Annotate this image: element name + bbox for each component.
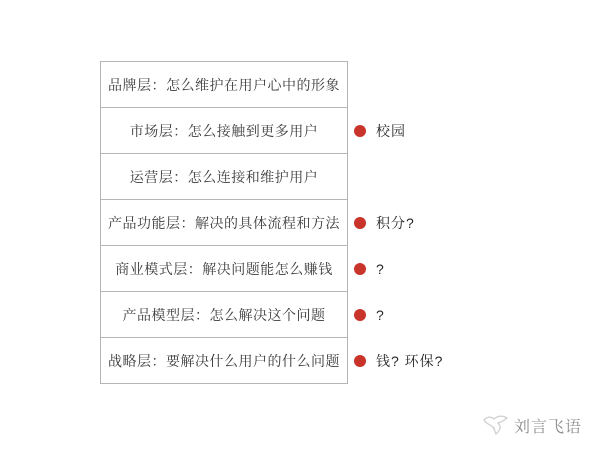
layer-box-market (100, 107, 406, 154)
layer-label: 产品模型层：怎么解决这个问题 (122, 306, 326, 323)
layer-box-strategy (100, 337, 444, 384)
layer-box-product-function (100, 199, 415, 246)
watermark (481, 413, 582, 437)
red-dot-icon (354, 309, 366, 321)
layer-stack (100, 61, 444, 384)
layer-label: 品牌层：怎么维护在用户心中的形象 (108, 76, 340, 93)
red-dot-icon (354, 355, 366, 367)
red-dot-icon (354, 217, 366, 229)
watermark-text: 刘言飞语 (513, 418, 582, 436)
annotation (354, 246, 385, 291)
layer-label: 市场层：怎么接触到更多用户 (129, 122, 319, 139)
annotation-text: 校园 (376, 122, 406, 139)
layer-label: 产品功能层：解决的具体流程和方法 (108, 214, 340, 231)
annotation (354, 108, 406, 153)
annotation-text: 积分? (376, 214, 415, 231)
layer-label: 运营层：怎么连接和维护用户 (129, 168, 319, 185)
annotation-text: ? (376, 260, 385, 277)
layer-box-product-model (100, 291, 385, 338)
annotation (354, 292, 385, 337)
layer-box-business-model (100, 245, 385, 292)
bird-logo-icon (481, 413, 509, 437)
red-dot-icon (354, 263, 366, 275)
layer-label: 战略层：要解决什么用户的什么问题 (108, 352, 340, 369)
annotation (354, 200, 415, 245)
annotation (354, 338, 443, 383)
red-dot-icon (354, 125, 366, 137)
layer-box-operation (100, 153, 348, 200)
layer-label: 商业模式层：解决问题能怎么赚钱 (115, 260, 333, 277)
annotation-text: ? (376, 306, 385, 323)
layer-box-brand (100, 61, 348, 108)
annotation-text: 钱? 环保? (376, 352, 444, 369)
